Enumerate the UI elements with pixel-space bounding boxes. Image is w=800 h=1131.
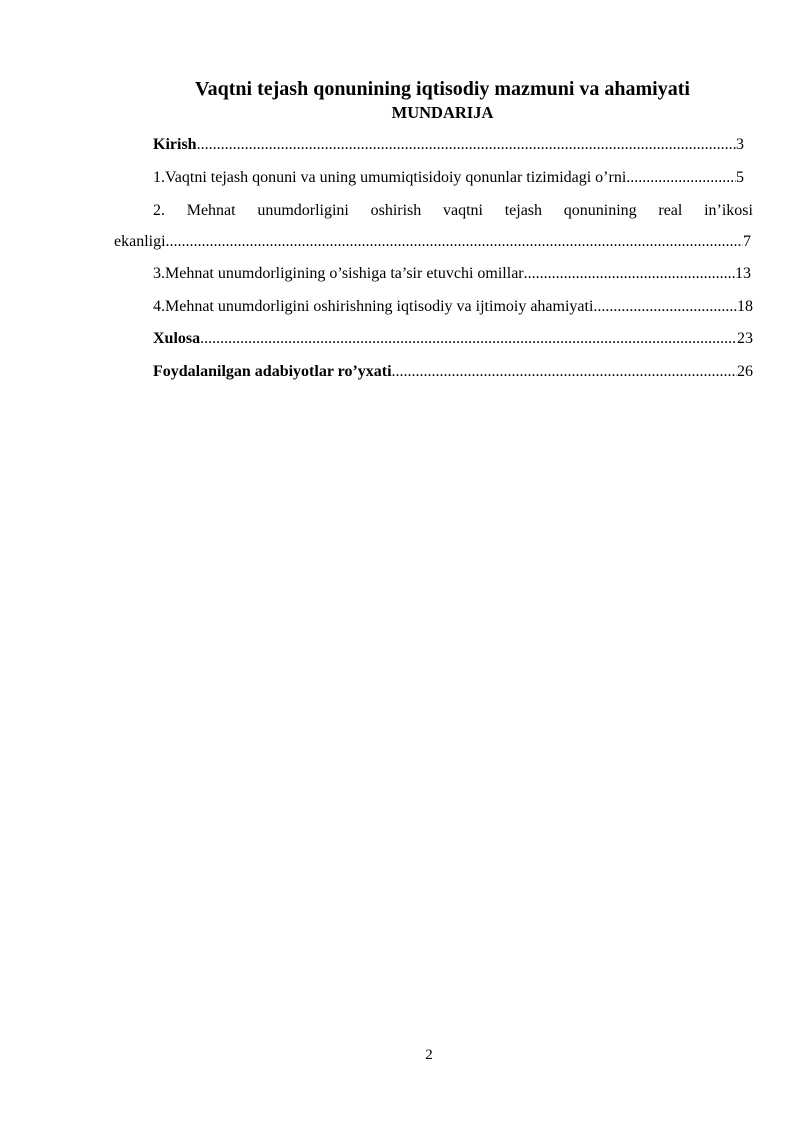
toc-entry-page: 26 (737, 363, 753, 380)
toc-leader-dots (166, 232, 743, 252)
toc-word: 2. (153, 202, 165, 219)
toc-entry-label: Xulosa (153, 330, 201, 347)
toc-leader-dots (524, 264, 735, 284)
toc-entry-page: 3 (736, 136, 744, 153)
toc-entry-2-line-2 (114, 232, 751, 252)
page-number: 2 (425, 1047, 433, 1063)
toc-entry-label: Foydalanilgan adabiyotlar ro’yxati (153, 363, 392, 380)
toc-entry-page: 5 (736, 169, 744, 186)
toc-entry-1 (153, 168, 744, 188)
toc-word: Mehnat (186, 202, 236, 219)
toc-leader-dots (593, 297, 737, 317)
toc-entry-page: 7 (743, 233, 751, 250)
toc-word: real (658, 202, 683, 219)
toc-word: qonunining (563, 202, 637, 219)
toc-entry-page: 13 (735, 265, 751, 282)
toc-leader-dots (200, 329, 737, 349)
toc-word: in’ikosi (704, 202, 753, 219)
toc-entry-adabiyotlar (153, 362, 753, 382)
toc-entry-xulosa (153, 329, 753, 349)
toc-entry-page: 23 (737, 330, 753, 347)
toc-entry-label: 4.Mehnat unumdorligini oshirishning iqtisodiy va ijtimoiy ahamiyati (153, 298, 594, 315)
toc-entry-4 (153, 297, 753, 317)
toc-entry-label: ekanligi (114, 233, 166, 250)
toc-entry-2-line-1 (153, 201, 753, 221)
toc-leader-dots (197, 135, 736, 155)
toc-word: oshirish (370, 202, 422, 219)
toc-entry-label: 3.Mehnat unumdorligining o’sishiga ta’sir etuvchi omillar (153, 265, 524, 282)
toc-entry-3 (153, 264, 751, 284)
toc-entry-kirish (153, 135, 744, 155)
toc-entry-label: 1.Vaqtni tejash qonuni va uning umumiqtisidoiy qonunlar tizimidagi o’rni (153, 169, 627, 186)
toc-heading: MUNDARIJA (391, 103, 494, 122)
toc-word: vaqtni (442, 202, 483, 219)
toc-word: unumdorligini (257, 202, 349, 219)
toc-entry-label: Kirish (153, 136, 197, 153)
toc-leader-dots (392, 362, 737, 382)
document-title: Vaqtni tejash qonunining iqtisodiy mazmuni va ahamiyati (195, 78, 690, 100)
toc-leader-dots (626, 168, 736, 188)
toc-entry-page: 18 (737, 298, 753, 315)
toc-word: tejash (504, 202, 543, 219)
